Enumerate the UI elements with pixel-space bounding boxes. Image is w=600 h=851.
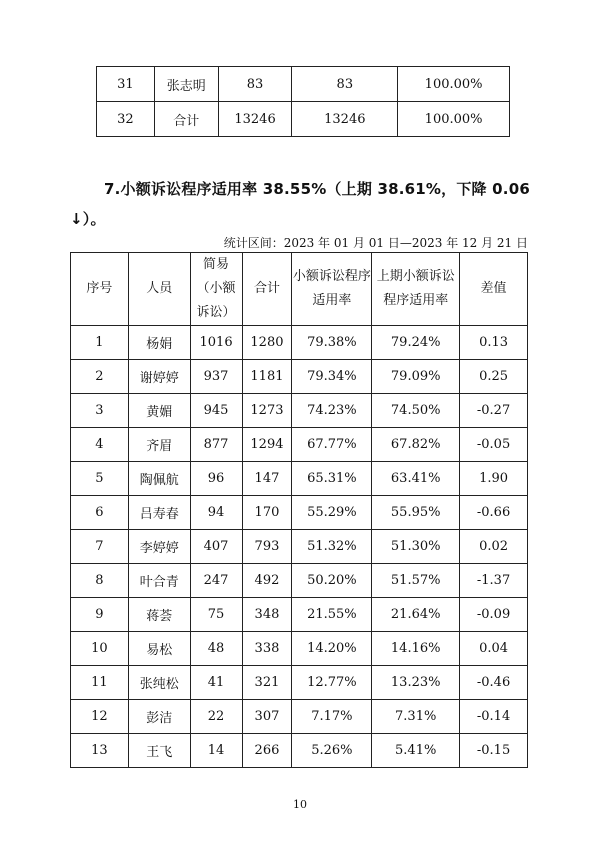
table-cell: 叶合青 (128, 564, 190, 598)
heading-line-1: 7.小额诉讼程序适用率 38.55%（上期 38.61%，下降 0.06 (104, 180, 530, 198)
table-cell: 黄媚 (128, 394, 190, 428)
table-cell: 22 (190, 700, 242, 734)
page-number: 10 (293, 798, 307, 811)
table-cell: 247 (190, 564, 242, 598)
table-row (71, 734, 528, 768)
table-cell: 63.41% (372, 462, 460, 496)
table-cell: 321 (242, 666, 292, 700)
table-cell: 13246 (218, 102, 292, 137)
main-table-header-row (71, 253, 528, 326)
table-cell: 945 (190, 394, 242, 428)
table-cell: 9 (71, 598, 129, 632)
table-row (71, 462, 528, 496)
table-cell: 74.50% (372, 394, 460, 428)
table-cell: 0.13 (460, 326, 528, 360)
table-cell: 48 (190, 632, 242, 666)
table-cell: 2 (71, 360, 129, 394)
table-cell: 79.34% (292, 360, 372, 394)
table-row (71, 326, 528, 360)
header-prev-rate: 上期小额诉讼程序适用率 (372, 253, 460, 326)
table-cell: 79.24% (372, 326, 460, 360)
table-cell: 0.02 (460, 530, 528, 564)
table-cell: 338 (242, 632, 292, 666)
table-cell: 13.23% (372, 666, 460, 700)
table-row (71, 360, 528, 394)
table-cell: 21.55% (292, 598, 372, 632)
table-cell: 1280 (242, 326, 292, 360)
table-cell: -0.05 (460, 428, 528, 462)
table-cell: 合计 (154, 102, 218, 137)
table-cell: 0.25 (460, 360, 528, 394)
table-cell: 1294 (242, 428, 292, 462)
table-cell: -0.66 (460, 496, 528, 530)
table-cell: 79.38% (292, 326, 372, 360)
section-heading (70, 174, 530, 234)
table-cell: 13 (71, 734, 129, 768)
table-cell: 407 (190, 530, 242, 564)
table-cell: 10 (71, 632, 129, 666)
table-cell: 41 (190, 666, 242, 700)
table-cell: 易松 (128, 632, 190, 666)
table-row (71, 564, 528, 598)
header-index: 序号 (71, 253, 129, 326)
table-cell: 4 (71, 428, 129, 462)
table-row (97, 67, 510, 102)
table-cell: 11 (71, 666, 129, 700)
table-row (71, 632, 528, 666)
header-total: 合计 (242, 253, 292, 326)
table-cell: 94 (190, 496, 242, 530)
table-cell: 7.31% (372, 700, 460, 734)
table-cell: 50.20% (292, 564, 372, 598)
table-cell: 100.00% (398, 67, 510, 102)
table-cell: -1.37 (460, 564, 528, 598)
table-cell: 12.77% (292, 666, 372, 700)
table-cell: 8 (71, 564, 129, 598)
table-cell: 7.17% (292, 700, 372, 734)
header-rate: 小额诉讼程序适用率 (292, 253, 372, 326)
table-row (71, 530, 528, 564)
table-cell: -0.15 (460, 734, 528, 768)
table-cell: 彭洁 (128, 700, 190, 734)
table-cell: 21.64% (372, 598, 460, 632)
table-cell: 307 (242, 700, 292, 734)
table-cell: 12 (71, 700, 129, 734)
table-cell: 147 (242, 462, 292, 496)
table-cell: 3 (71, 394, 129, 428)
table-row (71, 666, 528, 700)
table-cell: 83 (218, 67, 292, 102)
table-cell: 170 (242, 496, 292, 530)
table-cell: 79.09% (372, 360, 460, 394)
table-row (71, 496, 528, 530)
table-cell: 100.00% (398, 102, 510, 137)
table-cell: 14 (190, 734, 242, 768)
table-cell: 492 (242, 564, 292, 598)
table-cell: 31 (97, 67, 155, 102)
table-cell: 14.20% (292, 632, 372, 666)
table-cell: 14.16% (372, 632, 460, 666)
table-cell: 51.30% (372, 530, 460, 564)
table-row (71, 428, 528, 462)
table-cell: 75 (190, 598, 242, 632)
table-row (97, 102, 510, 137)
table-cell: -0.46 (460, 666, 528, 700)
table-row (71, 598, 528, 632)
top-table-body (97, 67, 510, 137)
table-cell: 83 (292, 67, 398, 102)
table-cell: 55.29% (292, 496, 372, 530)
table-cell: -0.27 (460, 394, 528, 428)
table-row (71, 700, 528, 734)
table-cell: 65.31% (292, 462, 372, 496)
table-cell: 张纯松 (128, 666, 190, 700)
statistics-period: 统计区间：2023 年 01 月 01 日—2023 年 12 月 21 日 (223, 236, 528, 250)
table-cell: 5.26% (292, 734, 372, 768)
table-cell: 5.41% (372, 734, 460, 768)
table-cell: 吕寿春 (128, 496, 190, 530)
table-cell: 67.77% (292, 428, 372, 462)
top-table (96, 66, 510, 137)
header-small-claims: 简易（小额诉讼） (190, 253, 242, 326)
table-cell: 877 (190, 428, 242, 462)
table-cell: 793 (242, 530, 292, 564)
table-cell: 1 (71, 326, 129, 360)
main-table (70, 252, 528, 768)
table-cell: 74.23% (292, 394, 372, 428)
table-cell: 266 (242, 734, 292, 768)
table-cell: 55.95% (372, 496, 460, 530)
table-cell: 7 (71, 530, 129, 564)
header-person: 人员 (128, 253, 190, 326)
table-cell: 6 (71, 496, 129, 530)
table-cell: 348 (242, 598, 292, 632)
table-cell: -0.14 (460, 700, 528, 734)
table-cell: 齐眉 (128, 428, 190, 462)
heading-line-2: ↓）。 (70, 210, 106, 228)
table-cell: 谢婷婷 (128, 360, 190, 394)
table-cell: 1273 (242, 394, 292, 428)
table-cell: 1181 (242, 360, 292, 394)
table-cell: 32 (97, 102, 155, 137)
table-cell: 51.57% (372, 564, 460, 598)
table-cell: 张志明 (154, 67, 218, 102)
table-cell: 杨娟 (128, 326, 190, 360)
table-cell: 96 (190, 462, 242, 496)
table-cell: 李婷婷 (128, 530, 190, 564)
table-cell: 陶佩航 (128, 462, 190, 496)
table-cell: 51.32% (292, 530, 372, 564)
table-cell: 937 (190, 360, 242, 394)
table-cell: 1.90 (460, 462, 528, 496)
table-cell: 0.04 (460, 632, 528, 666)
table-cell: 67.82% (372, 428, 460, 462)
table-row (71, 394, 528, 428)
table-cell: 13246 (292, 102, 398, 137)
header-difference: 差值 (460, 253, 528, 326)
main-table-body (71, 326, 528, 768)
table-cell: 蒋荟 (128, 598, 190, 632)
table-cell: 5 (71, 462, 129, 496)
table-cell: -0.09 (460, 598, 528, 632)
table-cell: 1016 (190, 326, 242, 360)
table-cell: 王飞 (128, 734, 190, 768)
